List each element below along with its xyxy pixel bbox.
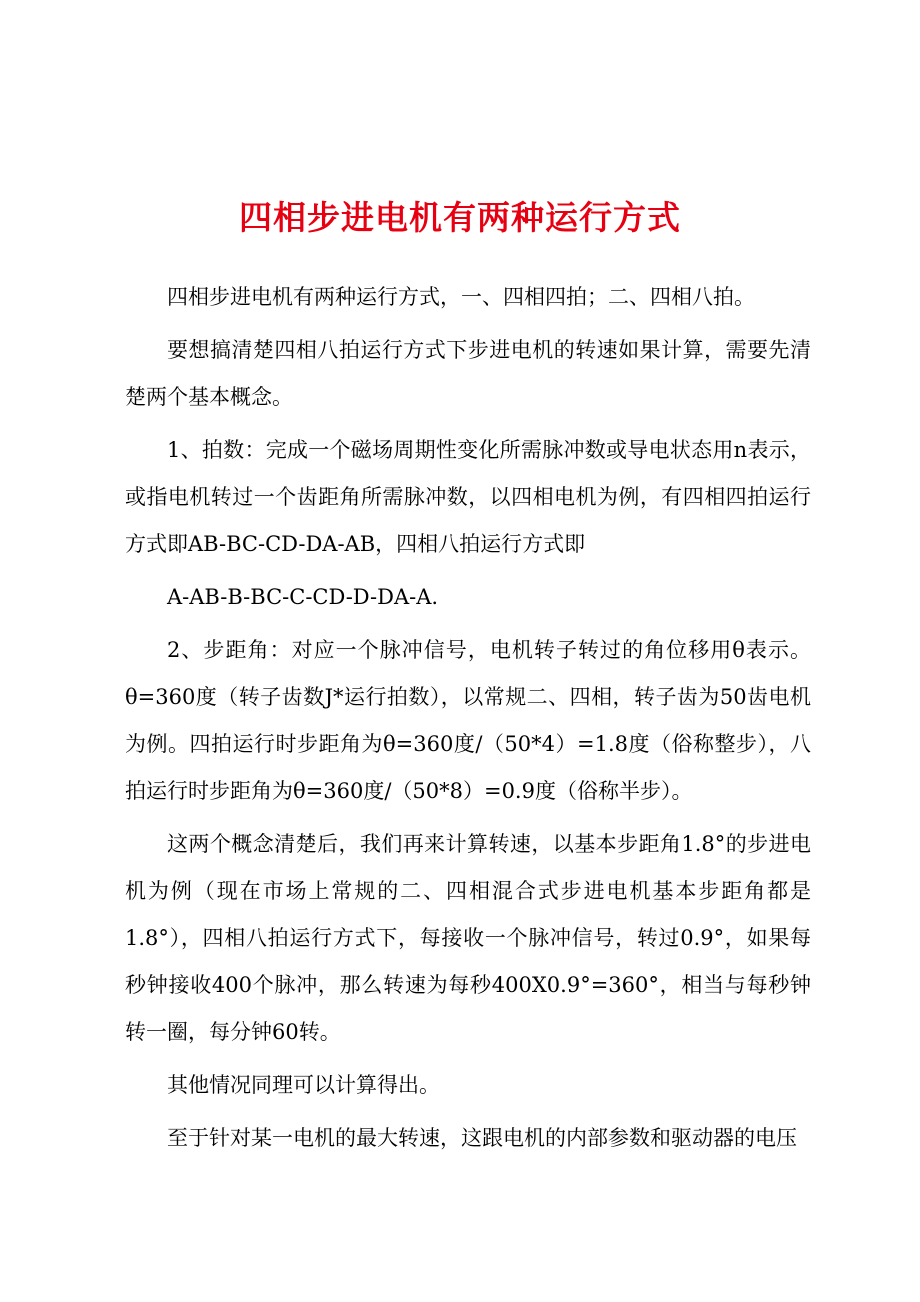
paragraph-sequence: A-AB-B-BC-C-CD-D-DA-A.: [167, 585, 439, 609]
paragraph-intro: 四相步进电机有两种运行方式，一、四相四拍；二、四相八拍。: [167, 285, 755, 309]
paragraph-step-angle: 2、步距角：对应一个脉冲信号，电机转子转过的角位移用θ表示。θ=360度（转子齿数J*运行拍数），以常规二、四相，转子齿为50齿电机为例。四拍运行时步距角为θ=360度/（50*4）=1.8度（俗称整步），八拍运行时步距角为θ=360度/（50*8）=0.9度（俗称半步）。: [125, 638, 811, 803]
paragraph-max-speed: 至于针对某一电机的最大转速，这跟电机的内部参数和驱动器的电压: [167, 1126, 797, 1150]
document-title: 四相步进电机有两种运行方式: [239, 198, 681, 237]
paragraph-beat-count: 1、拍数：完成一个磁场周期性变化所需脉冲数或导电状态用n表示，或指电机转过一个齿距角所需脉冲数，以四相电机为例，有四相四拍运行方式即AB-BC-CD-DA-AB，四相八拍运行方式即: [125, 438, 811, 556]
paragraph-speed-calc: 这两个概念清楚后，我们再来计算转速，以基本步距角1.8°的步进电机为例（现在市场上常规的二、四相混合式步进电机基本步距角都是1.8°），四相八拍运行方式下，每接收一个脉冲信号，转过0.9°，如果每秒钟接收400个脉冲，那么转速为每秒400X0.9°=360°，相当与每秒钟转一圈，每分钟60转。: [125, 832, 811, 1044]
document-body: [125, 274, 811, 1162]
paragraph-other-cases: 其他情况同理可以计算得出。: [167, 1073, 440, 1097]
paragraph-concepts: 要想搞清楚四相八拍运行方式下步进电机的转速如果计算，需要先清楚两个基本概念。: [125, 338, 811, 409]
